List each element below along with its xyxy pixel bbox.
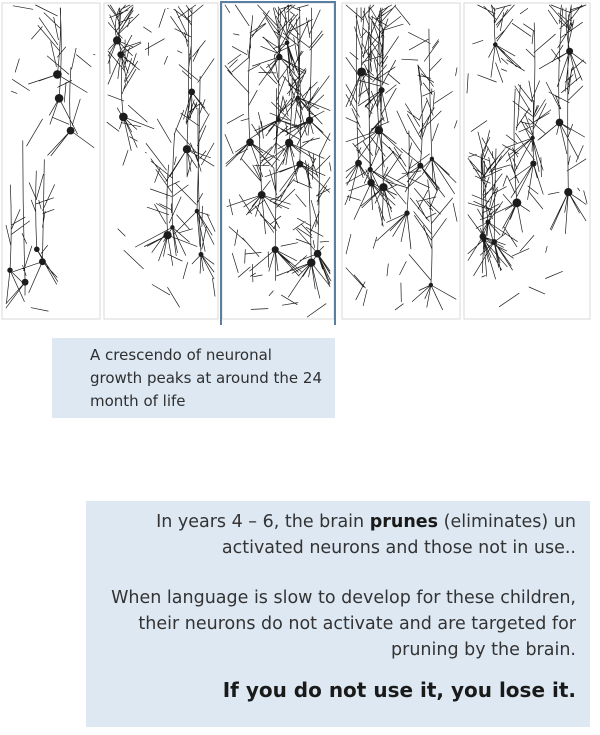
neuron-cell-body [55,94,64,103]
neuron-cell-body [246,139,254,147]
neuron-cell-body [285,41,290,46]
neuron-cell-body [530,136,534,140]
prunes-keyword: prunes [369,512,439,532]
pruning-text-start: In years 4 – 6, the brain [156,512,370,532]
neuron-cell-body [307,259,315,267]
neuron-cell-body [481,237,486,242]
neuron-cell-body [53,70,62,79]
neuron-cell-body [564,188,572,196]
neuron-cell-body [357,68,366,77]
punchline: If you do not use it, you lose it. [222,678,576,702]
neuron-cell-body [513,198,522,207]
neuron-cell-body [34,247,40,253]
neuron-cell-body [314,250,322,258]
neuron-cell-body [67,127,75,135]
neuron-cell-body [296,161,303,168]
neuron-cell-body [566,48,573,55]
neuron-cell-body [285,139,293,147]
neuron-cell-body [379,87,385,93]
neuron-cell-body [258,191,266,199]
language-paragraph: When language is slow to develop for these children, their neurons do not activate and are targeted for pruning by the brain. [111,588,576,660]
pruning-text-end: (eliminates) un activated neurons and those not in use.. [221,512,576,558]
neuron-cell-body [113,36,121,44]
neuron-cell-body [417,163,423,169]
pruning-paragraph [100,509,576,561]
neuron-cell-body [117,51,124,58]
neuron-cell-body [199,252,204,257]
neuron-cell-body [39,258,46,265]
neuron-cell-body [491,239,497,245]
neuron-cell-body [22,279,29,286]
neuron-cell-body [429,283,433,287]
pruning-info-box [86,501,590,727]
neuron-cell-body [276,118,281,123]
neuron-cell-body [530,161,536,167]
neuron-cell-body [276,54,282,60]
neuron-cell-body [404,210,409,215]
neuron-cell-body [355,160,362,167]
neuron-cell-body [493,42,498,47]
neuron-cell-body [486,220,491,225]
neuron-cell-body [183,145,191,153]
neuron-cell-body [556,119,564,127]
neuron-cell-body [7,268,12,273]
neuron-cell-body [195,209,200,214]
neuron-cell-body [367,179,374,186]
neuron-cell-body [375,126,383,134]
neuron-cell-body [188,89,195,96]
peak-growth-caption [52,338,335,418]
neuron-cell-body [379,183,387,191]
neuron-panel-2 [104,3,218,319]
neuron-development-illustration [0,0,600,325]
neuron-cell-body [119,113,128,122]
neuron-cell-body [306,117,313,124]
neuron-cell-body [296,96,300,100]
neuron-cell-body [368,167,373,172]
neuron-cell-body [430,157,434,161]
neuron-cell-body [164,231,172,239]
neuron-cell-body [272,246,279,253]
neuron-cell-body [170,225,174,229]
caption-text: A crescendo of neuronal growth peaks at around the 24 month of life [90,346,322,410]
